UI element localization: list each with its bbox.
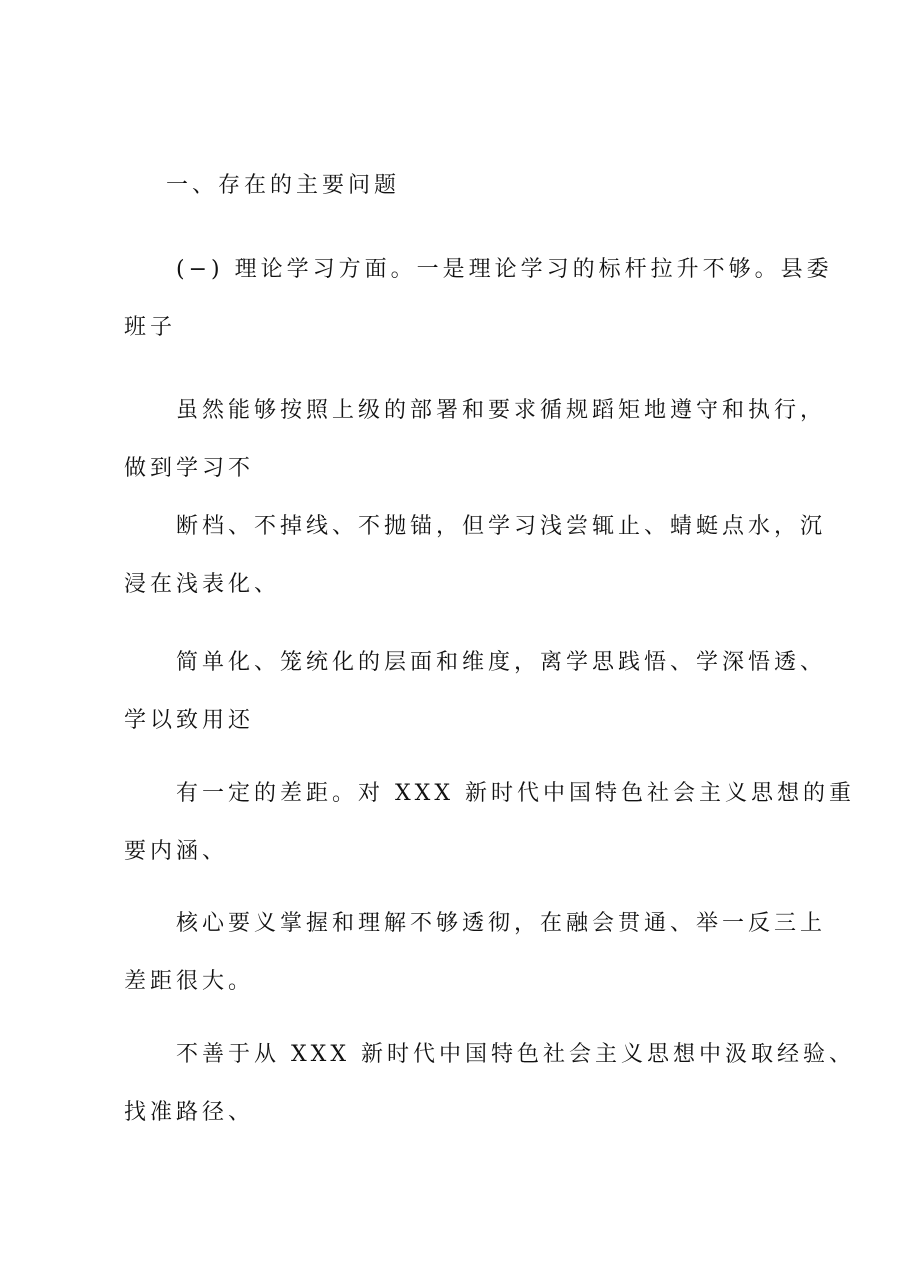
paragraph-line: 要内涵、: [124, 839, 229, 864]
paragraph-line: 不善于从 XXX 新时代中国特色社会主义思想中汲取经验、: [176, 1042, 855, 1067]
paragraph-line: 虽然能够按照上级的部署和要求循规蹈矩地遵守和执行，: [176, 398, 827, 423]
paragraph-line: 找准路径、: [124, 1100, 255, 1125]
paragraph-2: [124, 382, 827, 498]
paragraph-4: [124, 634, 827, 750]
paragraph-line: 简单化、笼统化的层面和维度，离学思践悟、学深悟透、: [176, 650, 827, 675]
paragraph-line: 断档、不掉线、不抛锚，但学习浅尝辄止、蜻蜓点水，沉: [176, 514, 827, 539]
paragraph-line: 学以致用还: [124, 708, 255, 733]
section-heading: 一、存在的主要问题: [166, 173, 401, 198]
paragraph-3: [124, 498, 827, 614]
paragraph-line: 做到学习不: [124, 456, 255, 481]
paragraph-line: 差距很大。: [124, 969, 255, 994]
paragraph-5: [124, 765, 855, 881]
paragraph-1: [124, 241, 833, 357]
paragraph-line: (−) 理论学习方面。一是理论学习的标杆拉升不够。县委: [176, 257, 833, 282]
paragraph-6: [124, 895, 827, 1011]
paragraph-line: 核心要义掌握和理解不够透彻，在融会贯通、举一反三上: [176, 911, 827, 936]
paragraph-line: 班子: [124, 315, 177, 340]
paragraph-line: 浸在浅表化、: [124, 572, 281, 597]
paragraph-7: [124, 1026, 855, 1142]
paragraph-line: 有一定的差距。对 XXX 新时代中国特色社会主义思想的重: [176, 781, 855, 806]
